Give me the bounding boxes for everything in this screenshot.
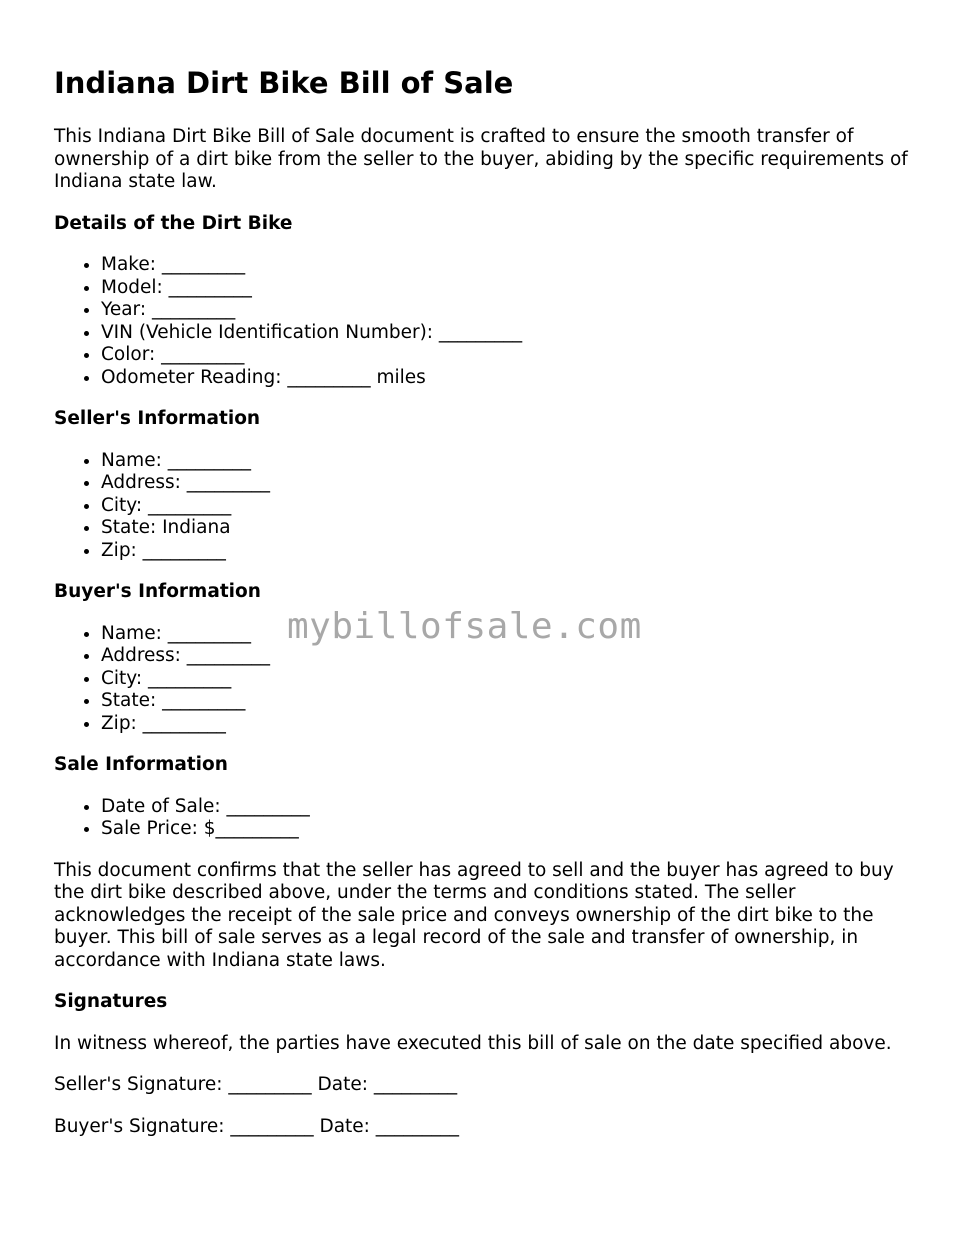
list-item: • Address: _________ [101, 645, 924, 668]
list-item: • Zip: _________ [101, 713, 924, 736]
list-item: • State: Indiana [101, 517, 924, 540]
list-item: • Zip: _________ [101, 540, 924, 563]
confirmation-paragraph: This document confirms that the seller has agreed to sell and the buyer has agreed to buy the dirt bike described above, under the terms and conditions stated. The seller acknowledges the receipt of the sale price and conveys ownership of the dirt bike to the buyer. This bill of sale serves as a legal record of the sale and transfer of ownership, in accordance with Indiana state laws. [54, 859, 894, 971]
list-item: • Year: _________ [101, 299, 924, 322]
list-item: • Date of Sale: _________ [101, 796, 924, 819]
buyer-signature-line: Buyer's Signature: _________ Date: _________ [54, 1115, 460, 1137]
list-item: • VIN (Vehicle Identification Number): _________ [101, 322, 924, 345]
witness-statement: In witness whereof, the parties have executed this bill of sale on the date specified above. [54, 1032, 892, 1054]
list-item: • Name: _________ [101, 623, 924, 646]
buyer-info-heading: Buyer's Information [54, 581, 261, 602]
seller-info-list [54, 450, 924, 563]
intro-paragraph: This Indiana Dirt Bike Bill of Sale document is crafted to ensure the smooth transfer of ownership of a dirt bike from the seller to the buyer, abiding by the specific requirements of Indiana state law. [54, 126, 908, 192]
seller-info-heading: Seller's Information [54, 408, 261, 429]
list-item: • Name: _________ [101, 450, 924, 473]
list-item: • Odometer Reading: _________ miles [101, 367, 924, 390]
sale-info-list [54, 796, 924, 841]
list-item: • Color: _________ [101, 344, 924, 367]
seller-signature-line: Seller's Signature: _________ Date: _________ [54, 1074, 458, 1095]
watermark: mybillofsale.com [287, 606, 642, 647]
bike-details-list [54, 254, 924, 389]
list-item: • Sale Price: $_________ [101, 818, 924, 841]
list-item: • Make: _________ [101, 254, 924, 277]
page-title: Indiana Dirt Bike Bill of Sale [54, 66, 514, 100]
list-item: • Address: _________ [101, 472, 924, 495]
sale-info-heading: Sale Information [54, 754, 228, 775]
list-item: • Model: _________ [101, 277, 924, 300]
list-item: • State: _________ [101, 690, 924, 713]
bike-details-heading: Details of the Dirt Bike [54, 212, 293, 234]
list-item: • City: _________ [101, 668, 924, 691]
signatures-heading: Signatures [54, 991, 168, 1012]
list-item: • City: _________ [101, 495, 924, 518]
